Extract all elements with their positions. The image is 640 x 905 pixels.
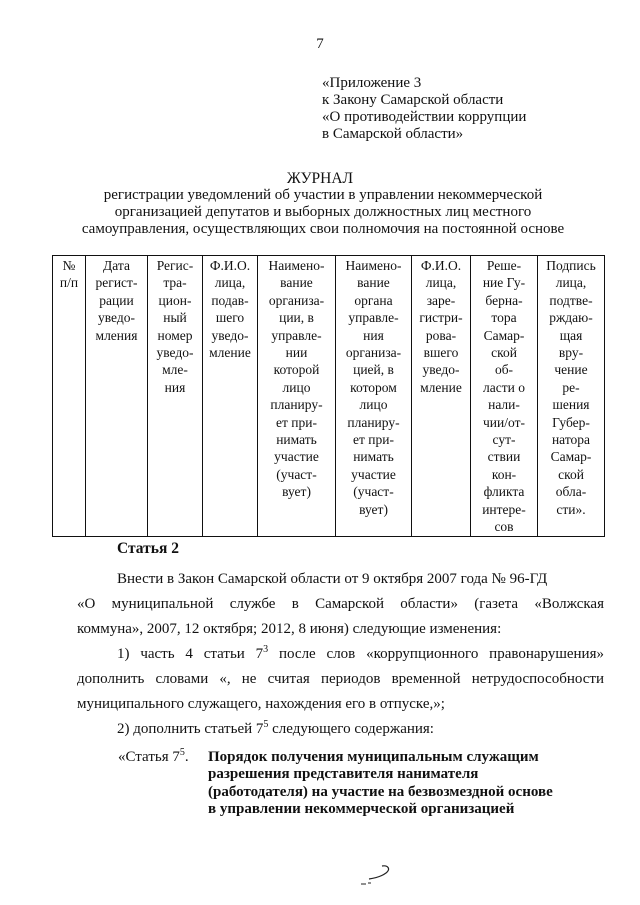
article-7-5-label-text: . xyxy=(184,749,189,765)
column-header-line: сов xyxy=(494,519,514,535)
column-header-line: рова- xyxy=(425,327,457,343)
article-7-5-heading-line: в управлении некоммерческой организацией xyxy=(208,801,515,818)
column-header-line: берна- xyxy=(485,292,523,308)
column-header-line: ской xyxy=(558,466,584,482)
column-header-line: мление xyxy=(420,379,462,395)
column-header-line: интере- xyxy=(482,501,526,517)
column-header-line: п/п xyxy=(59,275,79,291)
appendix-reference xyxy=(322,75,526,143)
article-2-intro-line: «О муниципальной службе в Самарской области» (газета «Волжская xyxy=(77,596,604,612)
column-header-line: уведо- xyxy=(98,310,135,326)
column-header-line: нии xyxy=(285,345,308,361)
appendix-line: «Приложение 3 xyxy=(322,75,422,91)
journal-subtitle-line: самоуправления, осуществляющих свои полномочия на постоянной основе xyxy=(81,221,565,237)
column-header-line: управле- xyxy=(271,327,322,343)
column-header-line: сти». xyxy=(556,501,586,517)
column-header-line: лицо xyxy=(282,379,311,395)
item-1-superscript: 3 xyxy=(263,644,269,655)
column-header-line: рждаю- xyxy=(549,310,593,326)
column-header-line: Губер- xyxy=(552,414,590,430)
table-header-row xyxy=(53,256,605,537)
item-1-line xyxy=(117,646,604,663)
column-header-line: нали- xyxy=(488,397,520,413)
column-header xyxy=(538,256,605,537)
column-header-line: ет при- xyxy=(353,432,394,448)
column-header xyxy=(471,256,538,537)
article-2-intro-line: Внести в Закон Самарской области от 9 октября 2007 года № 96-ГД xyxy=(117,571,548,587)
column-header-line: планиру- xyxy=(270,397,323,413)
article-7-5-superscript: 5 xyxy=(179,747,185,758)
column-header-line: ствии xyxy=(487,449,521,465)
column-header-line: об- xyxy=(494,362,514,378)
column-header-line: Ф.И.О. xyxy=(209,258,251,273)
article-7-5-heading-line: Порядок получения муниципальным служащим xyxy=(208,749,539,765)
article-2-intro-line: коммуна», 2007, 12 октября; 2012, 8 июня) следующие изменения: xyxy=(77,621,502,637)
column-header-line: ласти о xyxy=(483,379,525,395)
column-header-line: цион- xyxy=(158,292,192,308)
appendix-line: «О противодействии коррупции xyxy=(322,109,527,125)
column-header-line: чение xyxy=(554,362,588,378)
journal-title: ЖУРНАЛ xyxy=(286,170,354,187)
column-header-line: чии/от- xyxy=(483,414,525,430)
appendix-line: в Самарской области» xyxy=(322,126,464,142)
column-header-line: (участ- xyxy=(353,484,394,500)
column-header-line: уведо- xyxy=(156,345,194,361)
column-header-line: уведо- xyxy=(422,362,460,378)
page-number: 7 xyxy=(316,36,324,52)
column-header-line: ние Гу- xyxy=(482,275,526,291)
column-header-line: Наимено- xyxy=(345,258,402,273)
column-header-line: фликта xyxy=(483,484,525,500)
column-header-line: цией, в xyxy=(353,362,394,378)
column-header xyxy=(336,256,412,537)
column-header-line: шего xyxy=(215,310,245,326)
column-header-line: ет при- xyxy=(276,414,317,430)
column-header-line: ния xyxy=(363,327,384,343)
column-header-line: Самар- xyxy=(483,327,525,343)
signature-mark-icon xyxy=(358,860,402,888)
article-7-5-label xyxy=(118,749,189,766)
column-header-line: лица, xyxy=(425,275,457,291)
column-header-line: которой xyxy=(273,362,320,378)
item-1-text: после слов «коррупционного правонарушения» xyxy=(268,646,604,662)
column-header-line: ре- xyxy=(562,379,580,395)
column-header-line: щая xyxy=(559,327,583,343)
column-header-line: подав- xyxy=(211,292,249,308)
item-2-superscript: 5 xyxy=(263,719,269,730)
column-header-line: Ф.И.О. xyxy=(420,258,462,273)
article-7-5-label-text: «Статья 7 xyxy=(118,749,180,765)
column-header-line: ния xyxy=(164,379,186,395)
column-header-line: участие xyxy=(274,449,319,465)
item-1-line: дополнить словами «, не считая периодов временной нетрудоспособности xyxy=(77,671,604,687)
column-header xyxy=(203,256,258,537)
column-header-line: заре- xyxy=(426,292,456,308)
column-header-line: управле- xyxy=(348,310,399,326)
column-header-line: планиру- xyxy=(347,414,400,430)
item-1-text: 1) часть 4 статьи 7 xyxy=(117,646,264,662)
column-header-line: тора xyxy=(491,310,517,326)
appendix-line: к Закону Самарской области xyxy=(322,92,504,108)
column-header-line: тра- xyxy=(163,275,187,291)
column-header-line: вание xyxy=(357,275,390,291)
column-header-line: (участ- xyxy=(276,466,317,482)
column-header-line: вует) xyxy=(282,484,311,500)
column-header-line: вание xyxy=(280,275,313,291)
column-header-line: организа- xyxy=(345,345,402,361)
column-header-line: участие xyxy=(351,466,396,482)
column-header xyxy=(258,256,336,537)
article-7-5-heading xyxy=(208,749,553,819)
journal-subtitle xyxy=(40,187,606,238)
column-header-line: ный xyxy=(163,310,187,326)
column-header-line: шения xyxy=(552,397,590,413)
column-header-line: органа xyxy=(354,292,393,308)
column-header-line: уведо- xyxy=(211,327,249,343)
column-header-line: № xyxy=(62,258,76,273)
column-header-line: мле- xyxy=(162,362,188,378)
column-header-line: Подпись xyxy=(546,258,596,273)
column-header-line: регист- xyxy=(95,275,138,291)
column-header-line: ской xyxy=(491,345,517,361)
column-header-line: котором xyxy=(350,379,397,395)
column-header-line: Наимено- xyxy=(268,258,325,273)
column-header-line: Дата xyxy=(103,258,130,273)
column-header-line: мления xyxy=(95,327,138,343)
column-header-line: вшего xyxy=(423,345,459,361)
column-header xyxy=(412,256,471,537)
column-header-line: вует) xyxy=(359,501,388,517)
article-2-heading: Статья 2 xyxy=(117,540,179,557)
column-header-line: Реше- xyxy=(486,258,522,273)
column-header-line: организа- xyxy=(268,292,325,308)
item-2-text: следующего содержания: xyxy=(268,721,434,737)
journal-subtitle-line: регистрации уведомлений об участии в управлении некоммерческой xyxy=(103,187,543,203)
item-1-line: муниципального служащего, нахождения его в отпуске,»; xyxy=(77,696,445,712)
column-header-line: ции, в xyxy=(279,310,314,326)
item-2-line xyxy=(117,721,434,738)
column-header-line: сут- xyxy=(492,432,516,448)
article-7-5-heading-line: (работодателя) на участие на безвозмездной основе xyxy=(208,783,553,800)
column-header-line: Регис- xyxy=(156,258,194,273)
column-header-line: лица, xyxy=(214,275,246,291)
column-header-line: лицо xyxy=(359,397,388,413)
column-header-line: кон- xyxy=(491,466,517,482)
column-header-line: обла- xyxy=(555,484,587,500)
column-header-line: номер xyxy=(157,327,193,343)
column-header xyxy=(86,256,148,537)
column-header-line: вру- xyxy=(558,345,584,361)
column-header-line: нимать xyxy=(276,432,317,448)
register-table xyxy=(52,255,605,537)
column-header-line: рации xyxy=(99,292,134,308)
column-header-line: гистри- xyxy=(419,310,463,326)
column-header-line: нимать xyxy=(353,449,394,465)
column-header-line: Самар- xyxy=(550,449,592,465)
column-header-line: натора xyxy=(551,432,591,448)
journal-subtitle-line: организацией депутатов и выборных должностных лиц местного xyxy=(114,204,532,220)
column-header-line: мление xyxy=(209,345,251,361)
column-header xyxy=(148,256,203,537)
item-2-text: 2) дополнить статьей 7 xyxy=(117,721,264,737)
article-7-5-heading-line: разрешения представителя нанимателя xyxy=(208,766,479,783)
column-header-line: подтве- xyxy=(549,292,593,308)
column-header-line: лица, xyxy=(555,275,587,291)
column-header xyxy=(53,256,86,537)
